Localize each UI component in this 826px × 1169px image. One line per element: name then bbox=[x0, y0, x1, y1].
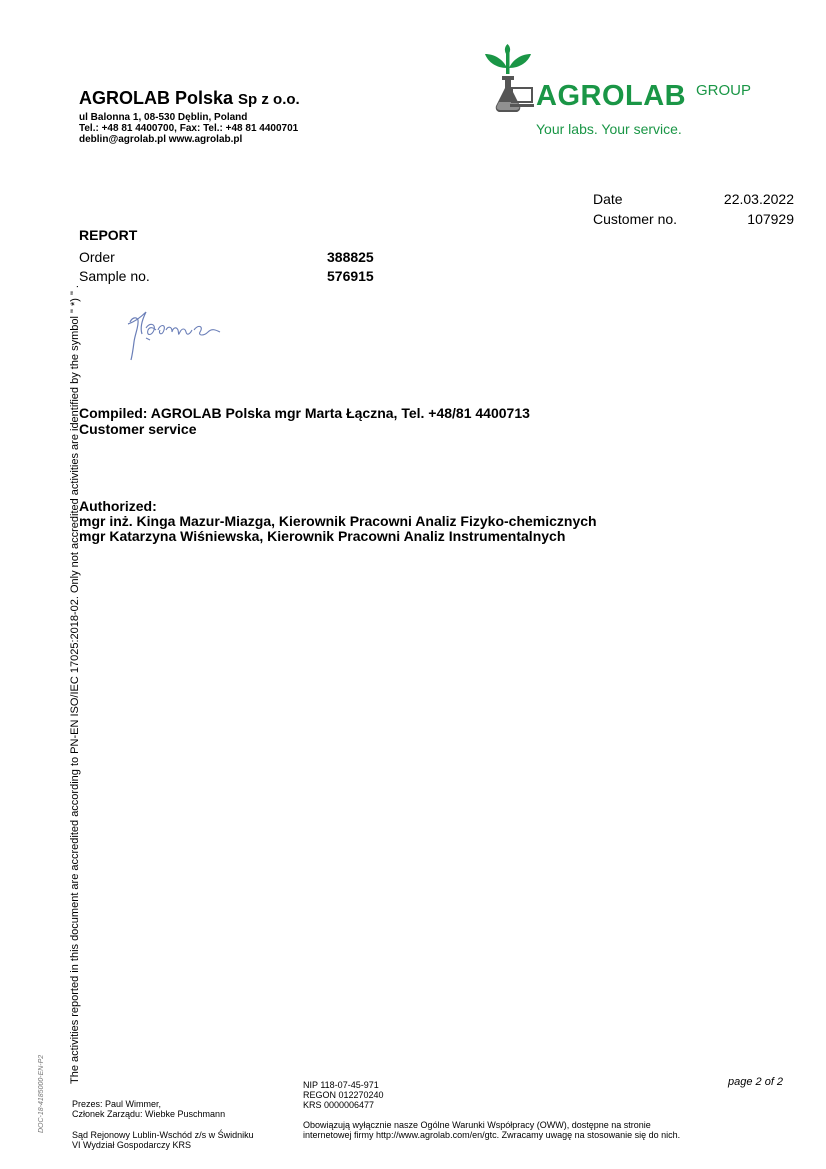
order-label: Order bbox=[79, 249, 115, 265]
company-name bbox=[79, 88, 300, 109]
sample-no-value: 576915 bbox=[327, 268, 374, 284]
company-email-web: deblin@agrolab.pl www.agrolab.pl bbox=[79, 134, 243, 145]
customer-no-value: 107929 bbox=[747, 211, 794, 227]
order-value: 388825 bbox=[327, 249, 374, 265]
authorized-person-2: mgr Katarzyna Wiśniewska, Kierownik Pracowni Analiz Instrumentalnych bbox=[79, 528, 566, 544]
footer-court-name: Sąd Rejonowy Lublin-Wschód z/s w Świdniku bbox=[72, 1130, 254, 1140]
footer-registry bbox=[303, 1080, 384, 1110]
footer-krs: KRS 0000006477 bbox=[303, 1100, 375, 1110]
agrolab-group: GROUP bbox=[696, 82, 752, 99]
date-label: Date bbox=[593, 191, 623, 207]
agrolab-brand: AGROLAB bbox=[536, 80, 687, 112]
date-value: 22.03.2022 bbox=[723, 191, 794, 207]
agrolab-flask-logo-icon bbox=[482, 44, 534, 114]
footer-regon: REGON 012270240 bbox=[303, 1090, 384, 1100]
footer-court bbox=[72, 1130, 254, 1150]
page-number: page 2 of 2 bbox=[728, 1076, 784, 1088]
footer-board bbox=[72, 1099, 225, 1119]
document-code: DOC-18-4185000-EN-P2 bbox=[38, 1054, 45, 1133]
footer-terms-line-1: Obowiązują wyłącznie nasze Ogólne Warunki Współpracy (OWW), dostępne na stronie bbox=[303, 1120, 651, 1130]
footer-board-member: Członek Zarządu: Wiebke Puschmann bbox=[72, 1109, 226, 1119]
authorized-person-1: mgr inż. Kinga Mazur-Miazga, Kierownik Pracowni Analiz Fizyko-chemicznych bbox=[79, 513, 597, 529]
sample-no-label: Sample no. bbox=[79, 268, 150, 284]
company-address: ul Balonna 1, 08-530 Dęblin, Poland bbox=[79, 112, 248, 123]
footer-terms bbox=[303, 1120, 680, 1140]
agrolab-tagline: Your labs. Your service. bbox=[536, 121, 682, 137]
footer-terms-line-2: internetowej firmy http://www.agrolab.com/en/gtc. Zwracamy uwagę na stosowanie się do nich. bbox=[303, 1130, 681, 1140]
accreditation-note: The activities reported in this document are accredited according to PN-EN ISO/IEC 17025:2018-02. Only not accredited activities are identified by the symbol " *) " . bbox=[69, 285, 81, 1084]
company-phone-fax: Tel.: +48 81 4400700, Fax: Tel.: +48 81 4400701 bbox=[79, 123, 299, 134]
report-title: REPORT bbox=[79, 227, 138, 243]
company-name-main: AGROLAB Polska bbox=[79, 88, 234, 108]
customer-no-label: Customer no. bbox=[593, 211, 678, 227]
compiled-line: Compiled: AGROLAB Polska mgr Marta Łączna, Tel. +48/81 4400713 bbox=[79, 405, 530, 421]
customer-service-line: Customer service bbox=[79, 421, 197, 437]
authorized-heading: Authorized: bbox=[79, 498, 157, 514]
footer-court-division: VI Wydział Gospodarczy KRS bbox=[72, 1140, 191, 1150]
handwritten-signature bbox=[120, 300, 230, 362]
footer-board-president: Prezes: Paul Wimmer, bbox=[72, 1099, 162, 1109]
company-name-suffix: Sp z o.o. bbox=[238, 91, 300, 108]
footer-nip: NIP 118-07-45-971 bbox=[303, 1080, 379, 1090]
